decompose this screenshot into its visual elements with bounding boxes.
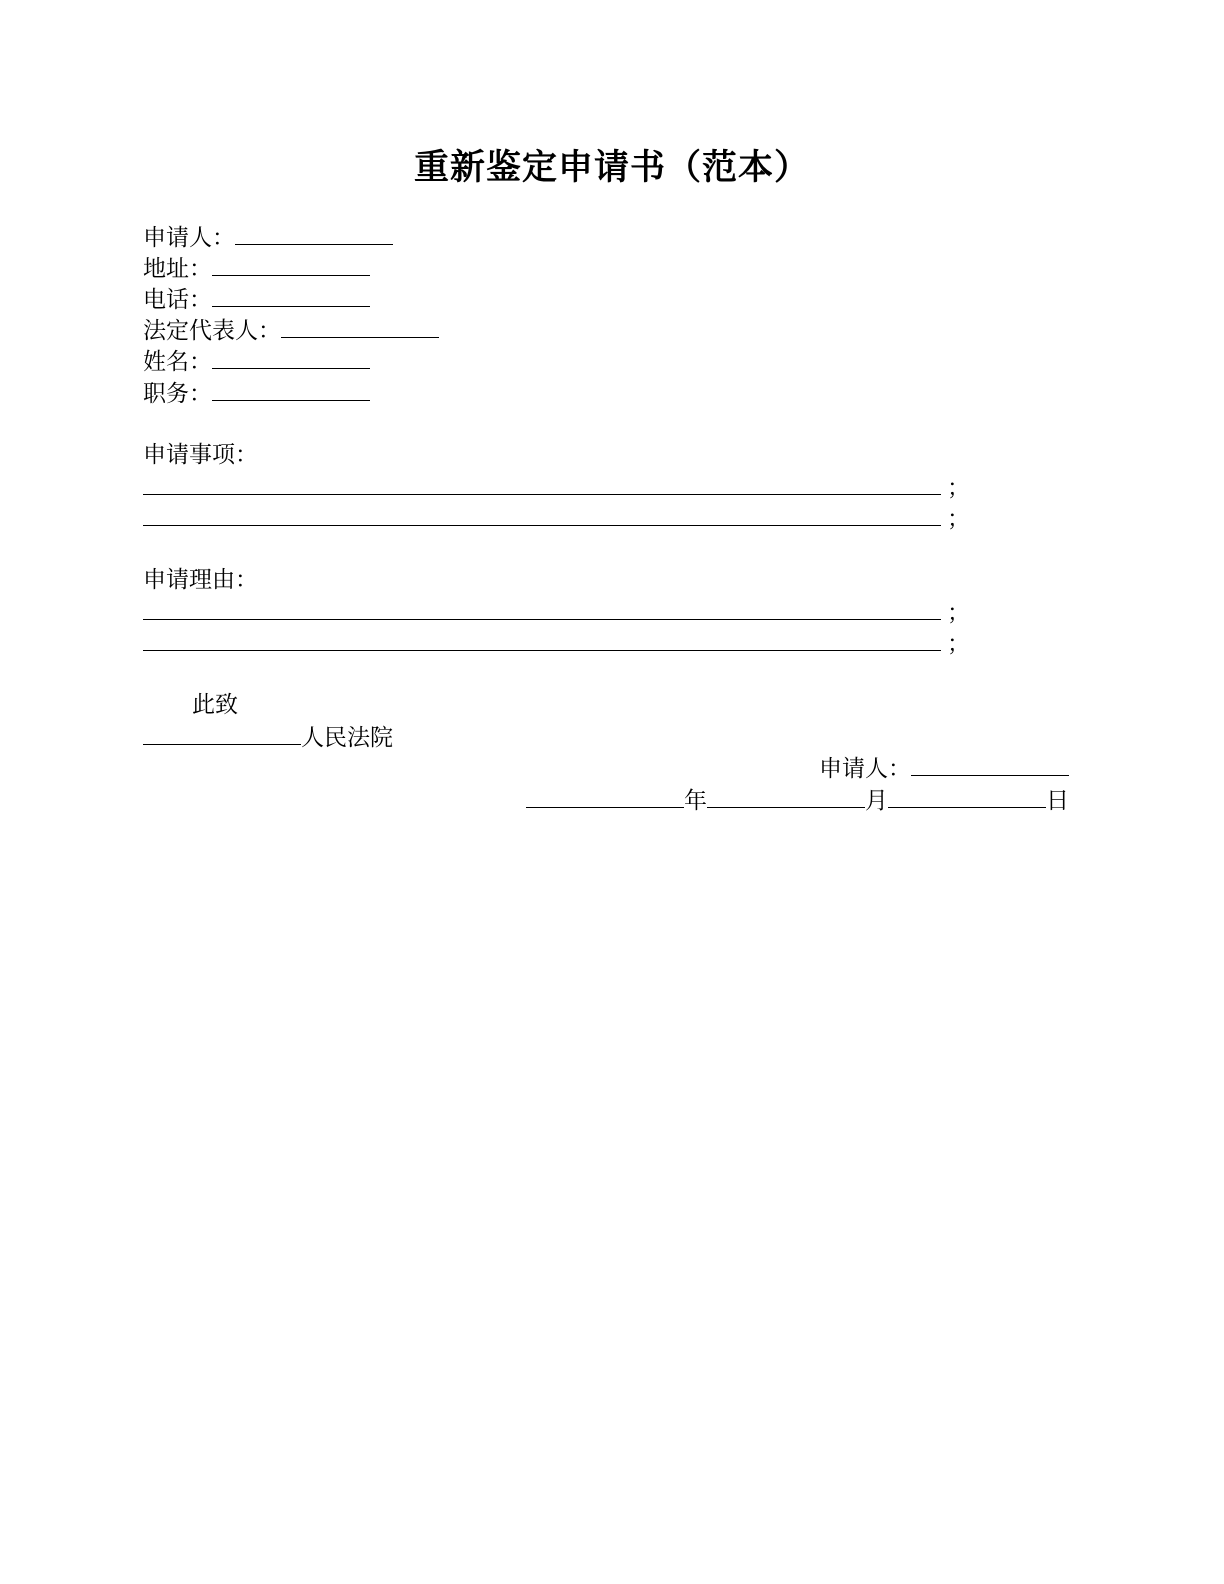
date-month-label: 月 <box>865 788 888 814</box>
matters-line-1-end: ； <box>947 475 970 501</box>
field-legal-rep-blank[interactable] <box>281 315 439 338</box>
field-applicant-label: 申请人： <box>143 225 235 251</box>
date-month-blank[interactable] <box>707 785 865 808</box>
date-year-blank[interactable] <box>526 785 684 808</box>
field-name-blank[interactable] <box>212 346 370 369</box>
closing-text: 此致 <box>192 692 238 718</box>
field-position-label: 职务： <box>143 381 212 407</box>
reasons-line-1-end: ； <box>947 600 970 626</box>
field-applicant <box>143 222 393 254</box>
field-legal-rep-label: 法定代表人： <box>143 318 281 344</box>
field-name <box>143 346 370 378</box>
court-name-blank[interactable] <box>143 722 301 745</box>
date-day-blank[interactable] <box>888 785 1046 808</box>
field-phone <box>143 284 370 316</box>
signature-line <box>819 753 1069 785</box>
signature-label: 申请人： <box>819 756 911 782</box>
field-address-label: 地址： <box>143 256 212 282</box>
court-line <box>143 722 393 754</box>
reasons-line-1 <box>143 597 970 629</box>
signature-blank[interactable] <box>911 753 1069 776</box>
matters-line-2-end: ； <box>947 506 970 532</box>
reasons-heading: 申请理由： <box>143 567 258 593</box>
matters-line-2 <box>143 503 970 535</box>
reasons-line-2-end: ； <box>947 631 970 657</box>
field-legal-rep <box>143 315 439 347</box>
date-day-label: 日 <box>1046 788 1069 814</box>
field-address <box>143 253 370 285</box>
reasons-line-1-blank[interactable] <box>143 597 941 620</box>
reasons-line-2-blank[interactable] <box>143 628 941 651</box>
field-name-label: 姓名： <box>143 349 212 375</box>
field-position <box>143 378 370 410</box>
field-phone-label: 电话： <box>143 287 212 313</box>
date-line <box>526 785 1069 817</box>
date-year-label: 年 <box>684 788 707 814</box>
matters-heading: 申请事项： <box>143 442 258 468</box>
document-title: 重新鉴定申请书（范本） <box>413 148 810 188</box>
matters-line-1 <box>143 472 970 504</box>
field-applicant-blank[interactable] <box>235 222 393 245</box>
reasons-line-2 <box>143 628 970 660</box>
court-suffix: 人民法院 <box>301 725 393 751</box>
matters-line-2-blank[interactable] <box>143 503 941 526</box>
field-phone-blank[interactable] <box>212 284 370 307</box>
field-address-blank[interactable] <box>212 253 370 276</box>
field-position-blank[interactable] <box>212 378 370 401</box>
matters-line-1-blank[interactable] <box>143 472 941 495</box>
